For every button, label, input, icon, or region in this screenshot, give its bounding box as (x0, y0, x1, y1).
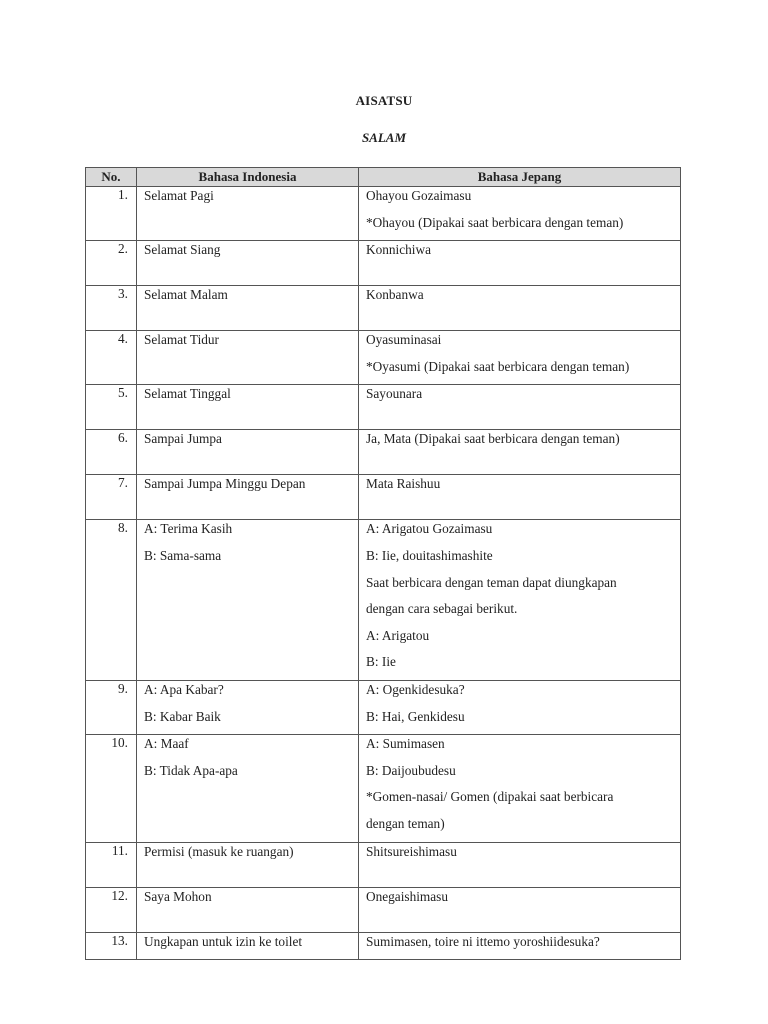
row-number: 6. (86, 430, 137, 475)
row-number: 4. (86, 331, 137, 385)
japanese-cell (359, 932, 681, 960)
indonesian-cell-line: A: Maaf (144, 736, 189, 752)
indonesian-cell-line: A: Apa Kabar? (144, 681, 224, 697)
table-row (86, 520, 681, 681)
indonesian-cell (137, 735, 359, 842)
japanese-cell-line: *Oyasumi (Dipakai saat berbicara dengan teman) (366, 358, 630, 374)
row-number: 1. (86, 187, 137, 241)
japanese-cell (359, 385, 681, 430)
document-subtitle: SALAM (361, 130, 407, 145)
row-number: 12. (86, 887, 137, 932)
indonesian-cell (137, 385, 359, 430)
japanese-cell-line: A: Arigatou Gozaimasu (366, 521, 493, 537)
japanese-cell (359, 475, 681, 520)
table-header-row (86, 168, 681, 187)
row-number: 11. (86, 842, 137, 887)
japanese-cell-line: *Ohayou (Dipakai saat berbicara dengan teman) (366, 214, 624, 230)
indonesian-cell-line: Sampai Jumpa Minggu Depan (144, 476, 306, 492)
table-row (86, 887, 681, 932)
japanese-cell-line: Ja, Mata (Dipakai saat berbicara dengan teman) (366, 431, 620, 447)
indonesian-cell-line: Permisi (masuk ke ruangan) (144, 843, 294, 859)
indonesian-cell-line: B: Sama-sama (144, 547, 222, 563)
indonesian-cell (137, 241, 359, 286)
japanese-cell (359, 241, 681, 286)
japanese-cell-line: A: Ogenkidesuka? (366, 681, 465, 697)
table-row (86, 932, 681, 960)
indonesian-cell-line: Selamat Malam (144, 287, 228, 303)
japanese-cell-line: Onegaishimasu (366, 888, 448, 904)
indonesian-cell-line: Sampai Jumpa (144, 431, 222, 447)
row-number: 13. (86, 932, 137, 960)
japanese-cell-line: A: Sumimasen (366, 736, 445, 752)
header-indonesia: Bahasa Indonesia (137, 168, 359, 187)
table-row (86, 430, 681, 475)
japanese-cell-line: dengan teman) (366, 815, 445, 831)
indonesian-cell (137, 932, 359, 960)
table-row (86, 475, 681, 520)
indonesian-cell-line: B: Kabar Baik (144, 708, 221, 724)
table-row (86, 735, 681, 842)
indonesian-cell-line: Ungkapan untuk izin ke toilet (144, 933, 303, 949)
japanese-cell-line: Oyasuminasai (366, 332, 442, 348)
indonesian-cell (137, 286, 359, 331)
japanese-cell-line: Konbanwa (366, 287, 424, 303)
row-number: 3. (86, 286, 137, 331)
indonesian-cell (137, 887, 359, 932)
table-row (86, 331, 681, 385)
indonesian-cell-line: Saya Mohon (144, 888, 212, 904)
table-row (86, 187, 681, 241)
indonesian-cell-line: Selamat Tinggal (144, 386, 231, 402)
japanese-cell (359, 735, 681, 842)
table-body (86, 187, 681, 960)
table-row (86, 842, 681, 887)
japanese-cell-line: B: Daijoubudesu (366, 762, 456, 778)
japanese-cell-line: Saat berbicara dengan teman dapat diungkapan (366, 574, 617, 590)
japanese-cell-line: B: Hai, Genkidesu (366, 708, 465, 724)
japanese-cell-line: Mata Raishuu (366, 476, 441, 492)
header-no: No. (86, 168, 137, 187)
document-title: AISATSU (355, 93, 413, 108)
japanese-cell-line: B: Iie (366, 654, 396, 670)
japanese-cell (359, 887, 681, 932)
indonesian-cell (137, 430, 359, 475)
japanese-cell-line: Sumimasen, toire ni ittemo yoroshiidesuka? (366, 933, 600, 949)
indonesian-cell (137, 520, 359, 681)
japanese-cell-line: *Gomen-nasai/ Gomen (dipakai saat berbicara (366, 789, 614, 805)
header-japanese: Bahasa Jepang (359, 168, 681, 187)
indonesian-cell-line: B: Tidak Apa-apa (144, 762, 238, 778)
japanese-cell-line: dengan cara sebagai berikut. (366, 601, 518, 617)
table-row (86, 385, 681, 430)
indonesian-cell (137, 842, 359, 887)
japanese-cell-line: A: Arigatou (366, 627, 430, 643)
table-row (86, 680, 681, 734)
japanese-cell-line: B: Iie, douitashimashite (366, 547, 493, 563)
japanese-cell-line: Shitsureishimasu (366, 843, 457, 859)
row-number: 2. (86, 241, 137, 286)
japanese-cell-line: Konnichiwa (366, 242, 431, 258)
indonesian-cell-line: A: Terima Kasih (144, 521, 233, 537)
japanese-cell (359, 187, 681, 241)
indonesian-cell (137, 187, 359, 241)
row-number: 9. (86, 680, 137, 734)
japanese-cell-line: Ohayou Gozaimasu (366, 188, 472, 203)
indonesian-cell (137, 680, 359, 734)
japanese-cell (359, 430, 681, 475)
table-row (86, 286, 681, 331)
row-number: 10. (86, 735, 137, 842)
japanese-cell (359, 680, 681, 734)
japanese-cell-line: Sayounara (366, 386, 423, 402)
row-number: 8. (86, 520, 137, 681)
table-row (86, 241, 681, 286)
japanese-cell (359, 331, 681, 385)
japanese-cell (359, 286, 681, 331)
indonesian-cell-line: Selamat Tidur (144, 332, 219, 348)
greetings-table (85, 167, 681, 960)
indonesian-cell (137, 475, 359, 520)
japanese-cell (359, 842, 681, 887)
row-number: 5. (86, 385, 137, 430)
indonesian-cell (137, 331, 359, 385)
japanese-cell (359, 520, 681, 681)
row-number: 7. (86, 475, 137, 520)
indonesian-cell-line: Selamat Pagi (144, 188, 214, 203)
indonesian-cell-line: Selamat Siang (144, 242, 221, 258)
